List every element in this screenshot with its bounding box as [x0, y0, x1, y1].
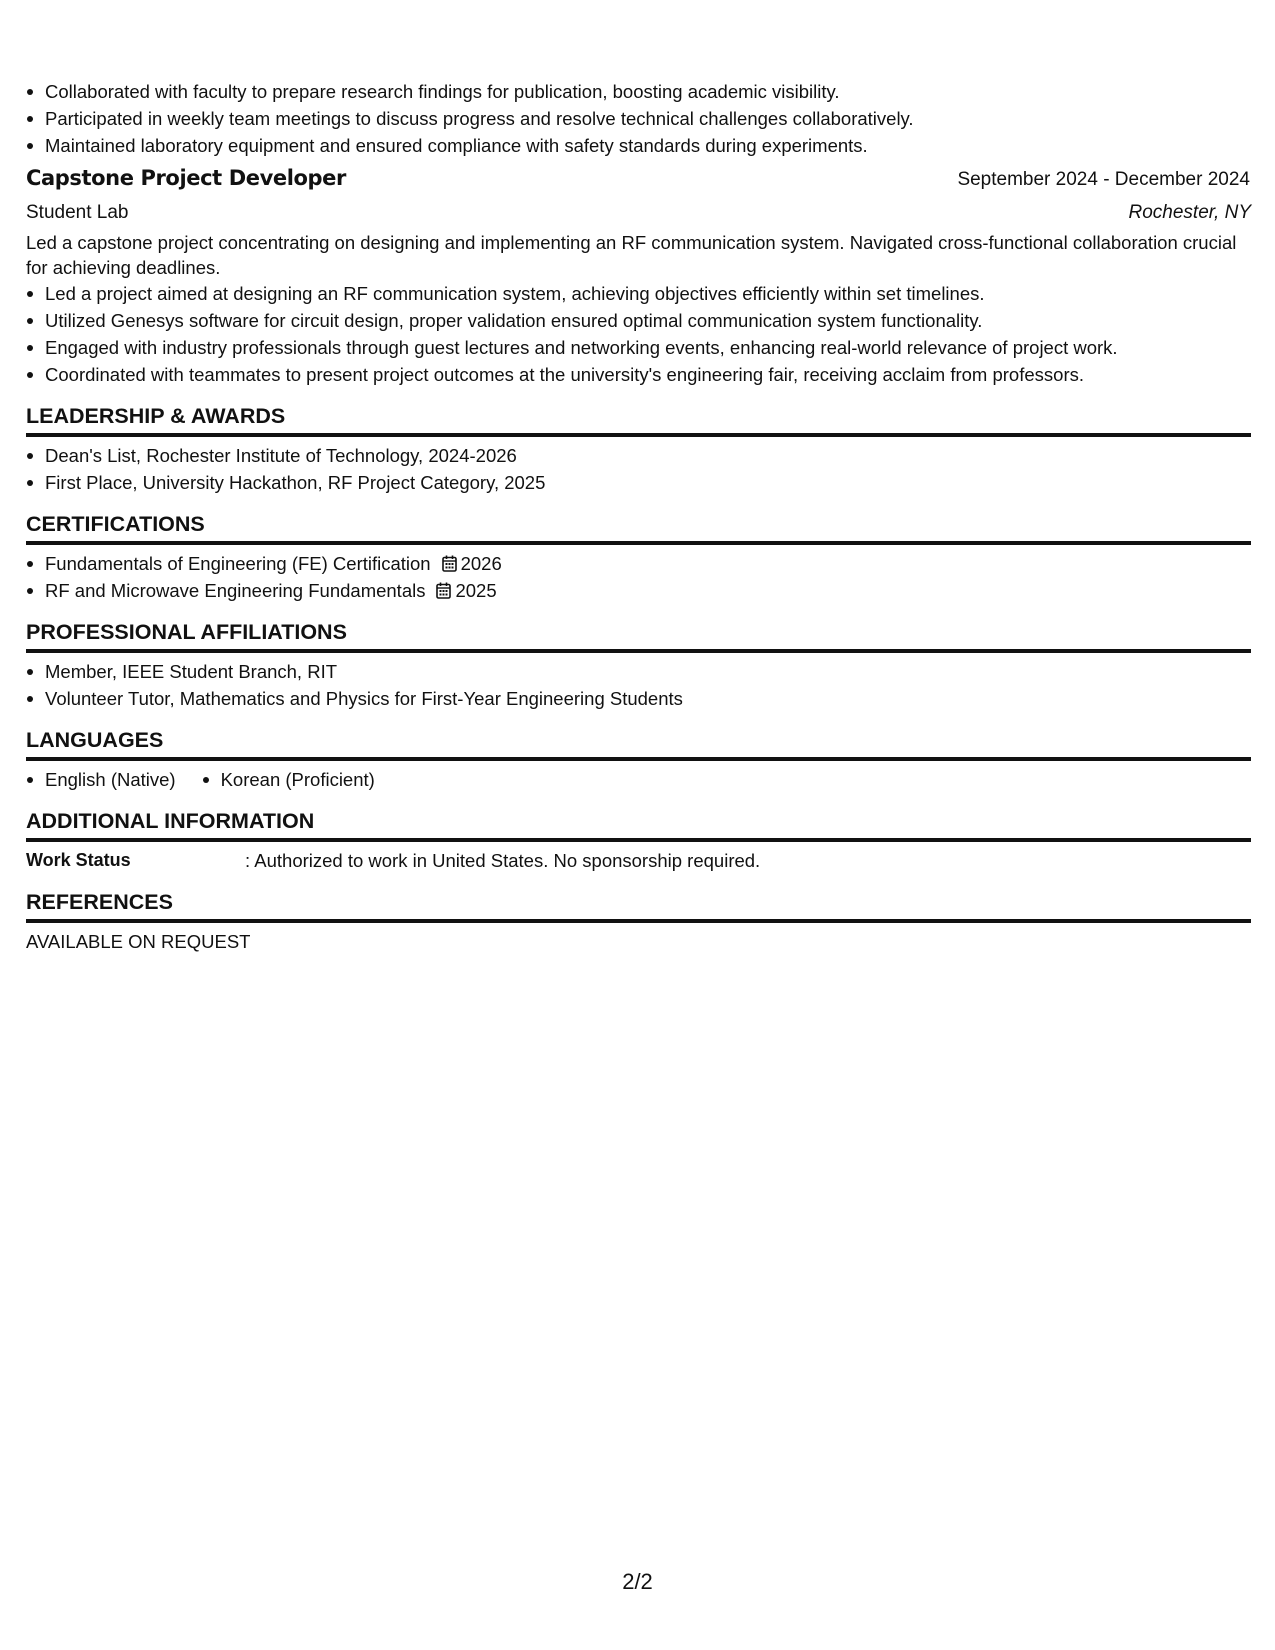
certification-name: RF and Microwave Engineering Fundamentals	[45, 580, 426, 601]
languages-section	[26, 726, 1251, 793]
certification-year: 2025	[455, 580, 497, 601]
section-title: PROFESSIONAL AFFILIATIONS	[26, 620, 347, 644]
work-status-label: Work Status	[26, 850, 131, 870]
page-number: 2/2	[622, 1569, 653, 1594]
work-status-value: : Authorized to work in United States. No sponsorship required.	[245, 850, 761, 871]
job-summary: Led a capstone project concentrating on designing and implementing an RF communication system. Navigated cross-functional collaboration crucial for achieving deadlines.	[26, 232, 1237, 278]
section-title: REFERENCES	[26, 890, 173, 914]
section-title: LEADERSHIP & AWARDS	[26, 404, 286, 428]
section-title: ADDITIONAL INFORMATION	[26, 809, 315, 833]
list-item: Utilized Genesys software for circuit design, proper validation ensured optimal communication system functionality.	[26, 307, 1251, 334]
awards-list	[26, 442, 1251, 496]
previous-job-bullets	[26, 78, 1251, 159]
job-title: Capstone Project Developer	[26, 166, 346, 190]
resume-page	[26, 78, 1251, 955]
list-item: Collaborated with faculty to prepare research findings for publication, boosting academic visibility.	[26, 78, 1251, 105]
list-item: Korean (Proficient)	[202, 766, 375, 793]
section-divider	[26, 649, 1251, 653]
leadership-section	[26, 402, 1251, 496]
list-item: Maintained laboratory equipment and ensured compliance with safety standards during experiments.	[26, 132, 1251, 159]
section-divider	[26, 919, 1251, 923]
references-section	[26, 888, 1251, 955]
affiliations-list	[26, 658, 1251, 712]
calendar-icon	[436, 579, 451, 606]
job-organization: Student Lab	[26, 202, 129, 223]
list-item: Volunteer Tutor, Mathematics and Physics for First-Year Engineering Students	[26, 685, 1251, 712]
list-item: Led a project aimed at designing an RF communication system, achieving objectives efficiently within set timelines.	[26, 280, 1251, 307]
job-header	[26, 165, 1251, 197]
list-item: Engaged with industry professionals through guest lectures and networking events, enhancing real-world relevance of project work.	[26, 334, 1251, 361]
job-bullets	[26, 280, 1251, 388]
list-item: First Place, University Hackathon, RF Project Category, 2025	[26, 469, 1251, 496]
list-item: Coordinated with teammates to present project outcomes at the university's engineering fair, receiving acclaim from professors.	[26, 361, 1251, 388]
work-status-row	[26, 847, 1251, 874]
certification-name: Fundamentals of Engineering (FE) Certification	[45, 553, 431, 574]
job-location: Rochester, NY	[1128, 202, 1251, 223]
list-item: Dean's List, Rochester Institute of Technology, 2024-2026	[26, 442, 1251, 469]
section-divider	[26, 433, 1251, 437]
affiliations-section	[26, 618, 1251, 712]
section-divider	[26, 838, 1251, 842]
job-subheader	[26, 197, 1251, 229]
list-item: Member, IEEE Student Branch, RIT	[26, 658, 1251, 685]
certifications-section	[26, 510, 1251, 604]
list-item	[26, 550, 1251, 577]
section-divider	[26, 757, 1251, 761]
additional-info-section	[26, 807, 1251, 874]
section-title: CERTIFICATIONS	[26, 512, 205, 536]
list-item: English (Native)	[26, 766, 176, 793]
list-item: Participated in weekly team meetings to discuss progress and resolve technical challenges collaboratively.	[26, 105, 1251, 132]
certification-year: 2026	[460, 553, 502, 574]
languages-list	[26, 766, 1251, 793]
calendar-icon	[442, 552, 457, 579]
section-title: LANGUAGES	[26, 728, 164, 752]
list-item	[26, 577, 1251, 604]
certifications-list	[26, 550, 1251, 604]
capstone-job	[26, 165, 1251, 388]
job-dates: September 2024 - December 2024	[957, 169, 1250, 190]
section-divider	[26, 541, 1251, 545]
references-text: AVAILABLE ON REQUEST	[26, 931, 251, 952]
